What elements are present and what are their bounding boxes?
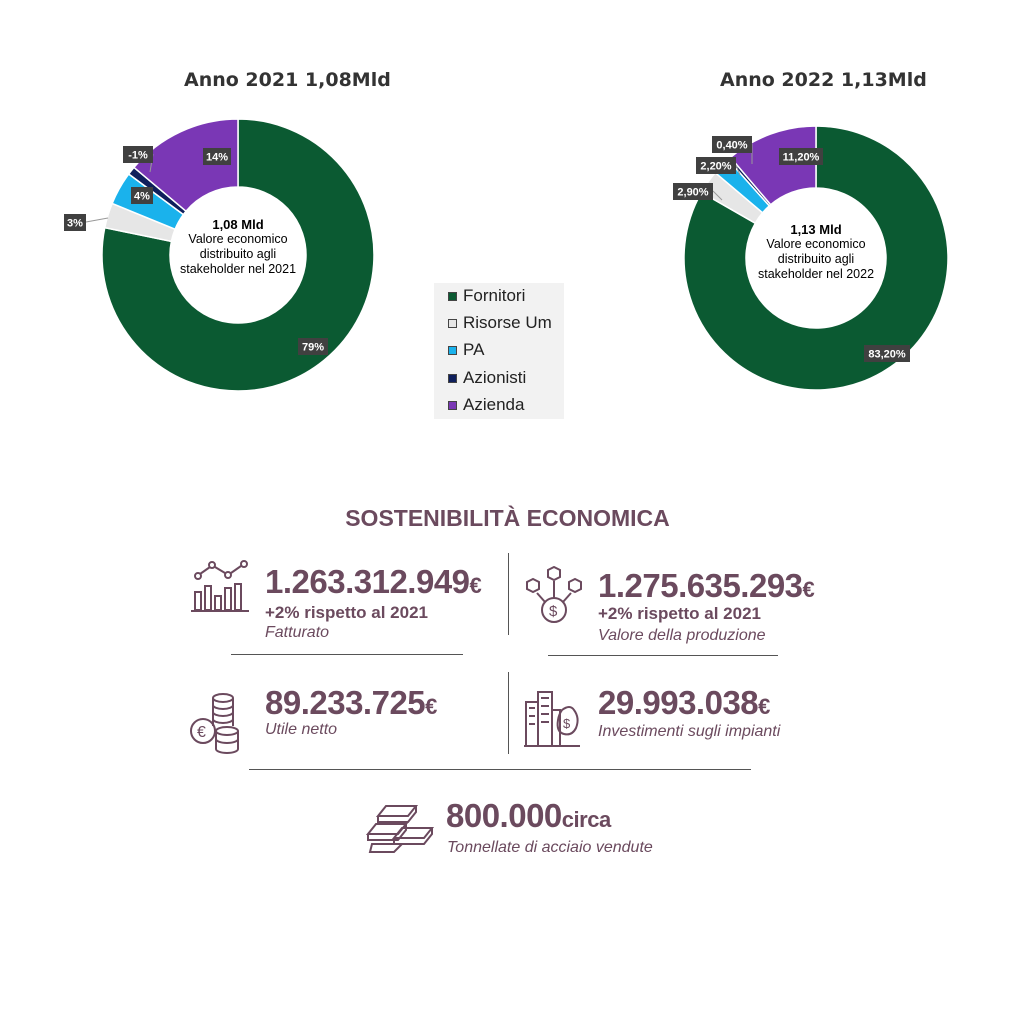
legend-label: Fornitori — [463, 286, 526, 305]
utile-label: Utile netto — [265, 721, 338, 738]
chart-2021-title: Anno 2021 1,08Mld — [184, 69, 391, 91]
donut-2022-center — [756, 222, 876, 282]
legend-item-azionisti — [448, 367, 526, 389]
legend-swatch — [448, 401, 457, 410]
produzione-amount: 1.275.635.293 — [598, 567, 803, 604]
legend-label: Azienda — [463, 395, 525, 414]
donut-2022-center-text: Valore economico distribuito agli stakeholder nel 2022 — [757, 237, 875, 281]
legend-item-azienda — [448, 394, 524, 416]
utile-amount: 89.233.725 — [265, 684, 426, 721]
investimenti-value — [598, 684, 770, 722]
legend-item-risorse-um — [448, 312, 552, 334]
legend-label: Risorse Um — [463, 313, 552, 332]
divider-left — [231, 654, 463, 655]
fatturato-delta: +2% rispetto al 2021 — [265, 603, 429, 622]
produzione-unit: € — [802, 577, 815, 602]
divider-vertical-top — [508, 553, 509, 635]
donut-2022-center-value: 1,13 Mld — [790, 222, 842, 237]
chart-icon — [191, 558, 251, 614]
chart-legend — [434, 283, 564, 419]
investimenti-unit: € — [758, 694, 770, 719]
legend-swatch — [448, 346, 457, 355]
data-label-text: 79% — [301, 341, 325, 354]
divider-right — [548, 655, 778, 656]
data-label-text: 4% — [134, 190, 150, 203]
acciaio-amount: 800.000 — [446, 797, 562, 834]
donut-2021-center-text: Valore economico distribuito agli stakeholder nel 2021 — [179, 232, 297, 276]
investimenti-label: Investimenti sugli impianti — [598, 723, 781, 740]
data-label — [696, 157, 740, 175]
data-label-text: -1% — [128, 149, 148, 162]
coins-icon — [189, 691, 243, 755]
legend-label: PA — [463, 340, 485, 359]
fatturato-value — [265, 563, 481, 601]
legend-item-pa — [448, 339, 484, 361]
data-label-text: 2,90% — [677, 186, 709, 199]
investimenti-amount: 29.993.038 — [598, 684, 759, 721]
data-label-text: 2,20% — [700, 160, 732, 173]
section-title: SOSTENIBILITÀ ECONOMICA — [345, 505, 670, 531]
data-label — [864, 345, 910, 362]
donut-2021-center-value: 1,08 Mld — [212, 217, 264, 232]
produzione-value — [598, 567, 814, 605]
svg-text:€: € — [197, 724, 206, 741]
legend-item-fornitori — [448, 285, 525, 307]
acciaio-value — [446, 797, 611, 835]
chart-2022-title: Anno 2022 1,13Mld — [720, 69, 927, 91]
svg-text:$: $ — [549, 603, 558, 620]
data-label-text: 11,20% — [782, 151, 820, 164]
data-label-text: 83,20% — [868, 348, 906, 361]
utile-unit: € — [425, 694, 437, 719]
utile-value — [265, 684, 437, 722]
legend-label: Azionisti — [463, 368, 527, 387]
fatturato-label: Fatturato — [265, 624, 330, 641]
fatturato-unit: € — [469, 573, 482, 598]
acciaio-unit: circa — [561, 807, 611, 832]
divider-bottom — [249, 769, 751, 770]
divider-vertical-mid — [508, 672, 509, 754]
buildings-money-icon — [522, 688, 582, 750]
produzione-label: Valore della produzione — [598, 627, 766, 644]
data-label-text: 3% — [67, 217, 83, 230]
money-network-icon — [523, 566, 585, 628]
data-label-text: 0,40% — [716, 139, 748, 152]
legend-swatch — [448, 292, 457, 301]
data-label-text: 14% — [205, 151, 229, 164]
legend-swatch — [448, 319, 457, 328]
svg-text:$: $ — [563, 716, 571, 731]
data-label — [779, 148, 823, 165]
acciaio-label: Tonnellate di acciaio vendute — [447, 839, 653, 856]
steel-bars-icon — [366, 800, 436, 858]
legend-swatch — [448, 374, 457, 383]
fatturato-amount: 1.263.312.949 — [265, 563, 470, 600]
produzione-delta: +2% rispetto al 2021 — [598, 604, 762, 623]
